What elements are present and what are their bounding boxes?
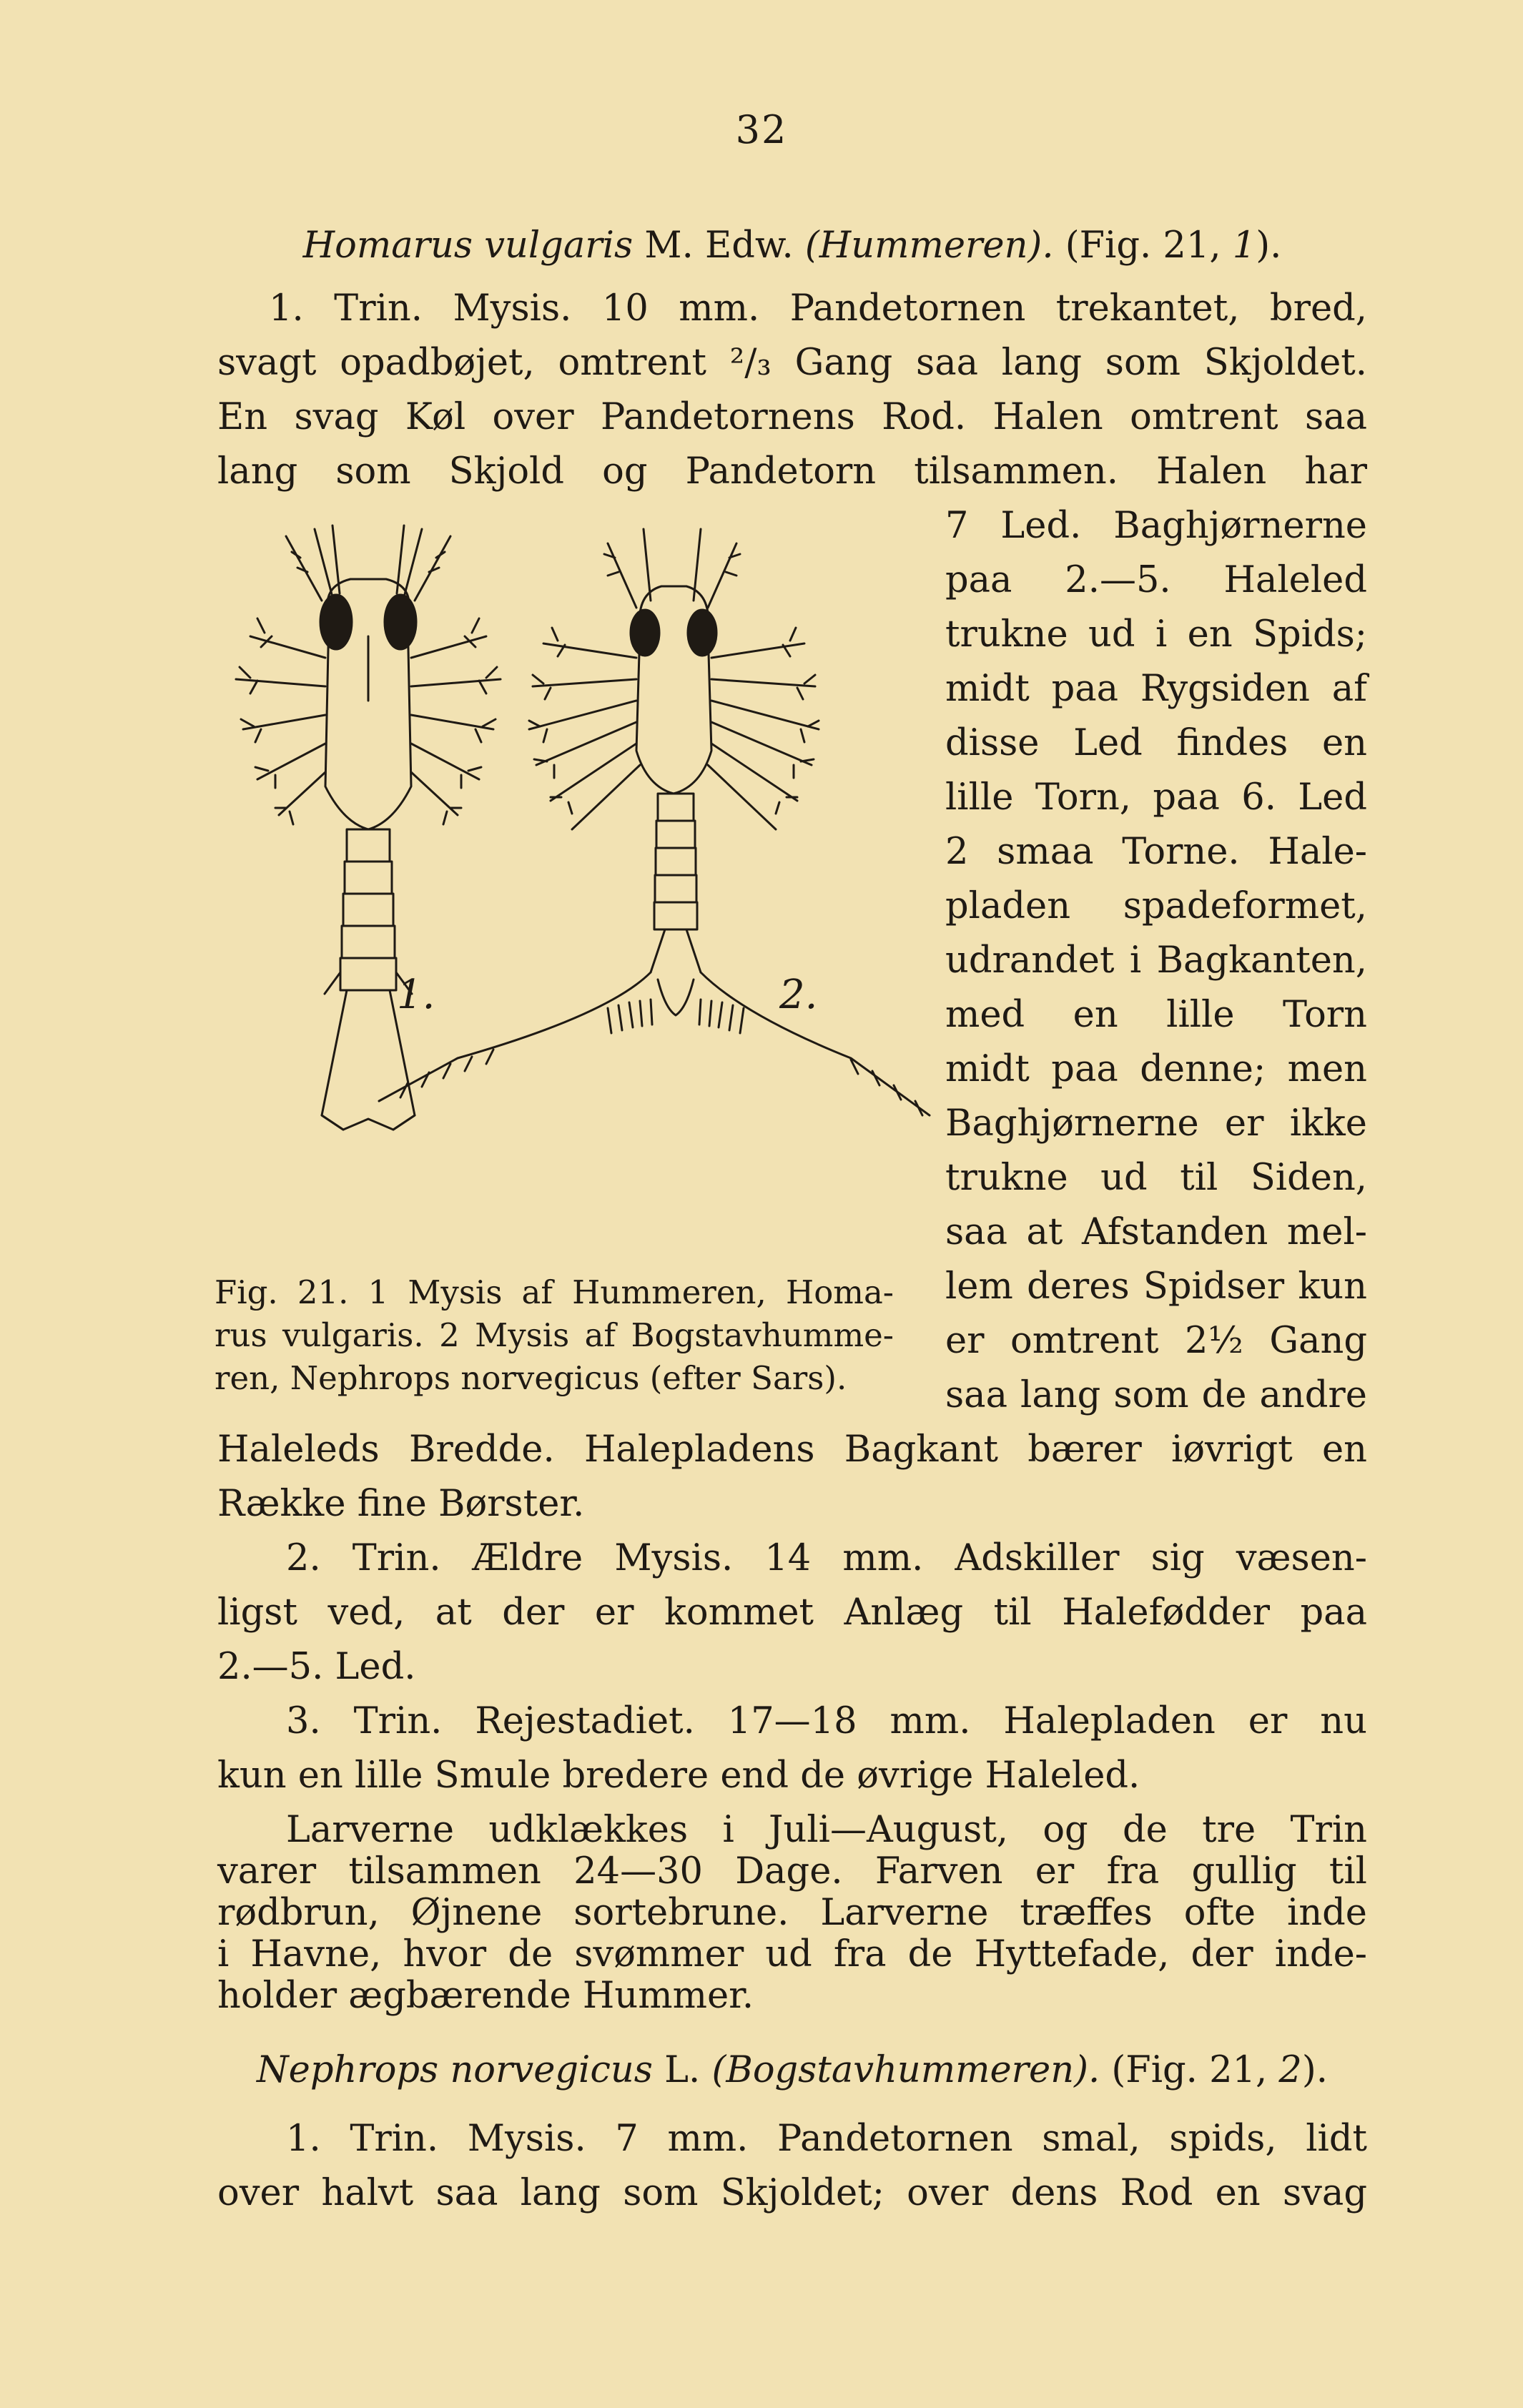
wrap-line: saa lang som de andre — [945, 1374, 1367, 1416]
page-number: 32 — [735, 107, 788, 152]
wrap-line: 2 smaa Torne. Hale- — [945, 831, 1367, 873]
species-name: Homarus vulgaris — [302, 224, 634, 267]
figure-label-1: 1. — [397, 972, 435, 1018]
figure-reference: (Fig. 21, 1). — [1065, 224, 1282, 267]
species-author: L. — [664, 2049, 701, 2091]
text-line: i Havne, hvor de svømmer ud fra de Hyttefade, der inde- — [217, 1933, 1367, 1975]
text-line: lang som Skjold og Pandetorn tilsammen. Halen har — [217, 450, 1367, 493]
text-line: Larverne udklækkes i Juli—August, og de tre Trin — [286, 1809, 1367, 1851]
text-line: 1. Trin. Mysis. 7 mm. Pandetornen smal, spids, lidt — [286, 2118, 1367, 2160]
common-name: (Bogstavhummeren). — [711, 2049, 1100, 2091]
figure-21 — [207, 515, 937, 1251]
text-line: over halvt saa lang som Skjoldet; over dens Rod en svag — [217, 2172, 1367, 2214]
wrap-line: midt paa Rygsiden af — [945, 668, 1367, 710]
wrap-line: Baghjørnerne er ikke — [945, 1102, 1367, 1145]
wrap-line: er omtrent 2½ Gang — [945, 1320, 1367, 1362]
text-line: 2.—5. Led. — [217, 1646, 416, 1688]
figure-caption-line: Fig. 21. 1 Mysis af Hummeren, Homa- — [215, 1273, 894, 1311]
nephrops-heading — [217, 2050, 1367, 2092]
text-line: holder ægbærende Hummer. — [217, 1975, 754, 2017]
wrap-line: trukne ud i en Spids; — [945, 613, 1367, 656]
text-line: kun en lille Smule bredere end de øvrige Haleled. — [217, 1755, 1140, 1797]
figure-label-2: 2. — [779, 972, 818, 1018]
text-line: varer tilsammen 24—30 Dage. Farven er fra gullig til — [217, 1850, 1367, 1893]
text-line: 3. Trin. Rejestadiet. 17—18 mm. Halepladen er nu — [286, 1700, 1367, 1742]
text-line: En svag Køl over Pandetornens Rod. Halen omtrent saa — [217, 396, 1367, 438]
wrap-line: lille Torn, paa 6. Led — [945, 776, 1367, 819]
homarus-larva-drawing — [236, 525, 501, 1130]
text-line: Haleleds Bredde. Halepladens Bagkant bærer iøvrigt en — [217, 1428, 1367, 1471]
larvae-illustration — [207, 515, 937, 1251]
figure-caption-line: ren, Nephrops norvegicus (efter Sars). — [215, 1359, 847, 1397]
wrap-line: trukne ud til Siden, — [945, 1157, 1367, 1199]
text-line: svagt opadbøjet, omtrent ²/₃ Gang saa lang som Skjoldet. — [217, 342, 1367, 384]
figure-caption-line: rus vulgaris. 2 Mysis af Bogstavhumme- — [215, 1316, 894, 1354]
wrap-line: saa at Afstanden mel- — [945, 1211, 1367, 1253]
wrap-line: disse Led findes en — [945, 722, 1367, 764]
text-line: rødbrun, Øjnene sortebrune. Larverne træffes ofte inde — [217, 1892, 1367, 1934]
wrap-line: midt paa denne; men — [945, 1048, 1367, 1090]
wrap-line: paa 2.—5. Haleled — [945, 559, 1367, 601]
wrap-line: udrandet i Bagkanten, — [945, 939, 1367, 982]
common-name: (Hummeren). — [804, 224, 1054, 267]
text-line: 2. Trin. Ældre Mysis. 14 mm. Adskiller sig væsen- — [286, 1537, 1367, 1579]
wrap-line: pladen spadeformet, — [945, 885, 1367, 927]
species-name: Nephrops norvegicus — [257, 2049, 653, 2091]
text-line: ligst ved, at der er kommet Anlæg til Halefødder paa — [217, 1592, 1367, 1634]
figure-reference: (Fig. 21, 2). — [1111, 2049, 1328, 2091]
wrap-line: lem deres Spidser kun — [945, 1265, 1367, 1308]
species-author: M. Edw. — [644, 224, 794, 267]
wrap-line: med en lille Torn — [945, 994, 1367, 1036]
wrap-line: 7 Led. Baghjørnerne — [945, 505, 1367, 547]
homarus-heading — [217, 225, 1367, 267]
text-line: 1. Trin. Mysis. 10 mm. Pandetornen trekantet, bred, — [269, 287, 1367, 330]
text-line: Række fine Børster. — [217, 1483, 585, 1525]
nephrops-larva-drawing — [379, 529, 930, 1115]
